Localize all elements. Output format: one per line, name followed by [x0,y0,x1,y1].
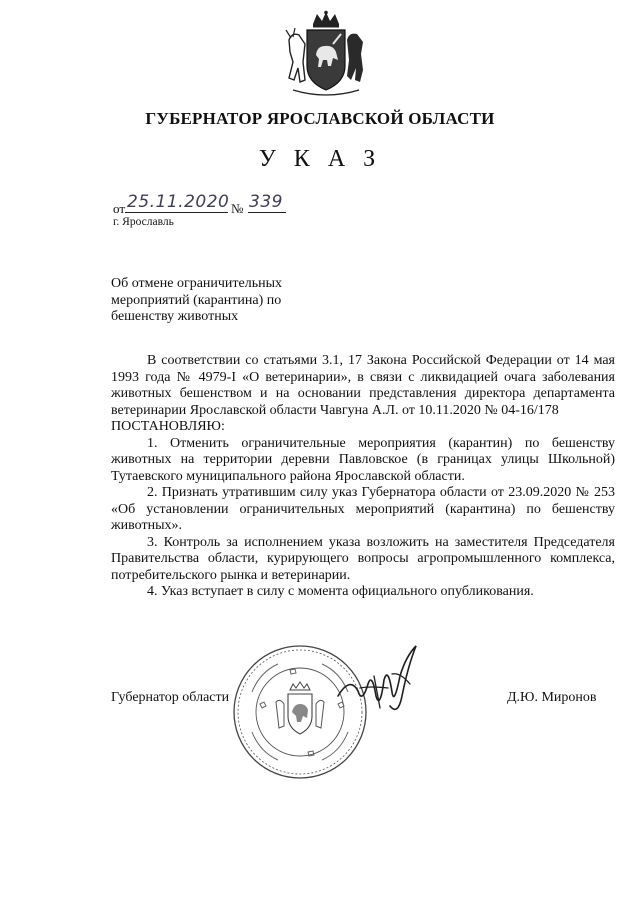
document-number: 339 [249,192,283,212]
handwritten-signature-icon [330,636,430,726]
document-body [111,353,615,601]
signatory-name: Д.Ю. Миронов [507,690,597,705]
date-underline [125,212,228,213]
date-prefix: от [113,201,126,216]
decree-item-3: 3. Контроль за исполнением указа возложить на заместителя Председателя Правительства области, курирующего вопросы агропромышленного комплекса, потребительского рынка и ветеринарии. [111,534,615,583]
document-date: 25.11.2020 [127,192,230,212]
signatory-title: Губернатор области [111,690,230,705]
decree-word: ПОСТАНОВЛЯЮ: [111,419,225,434]
decree-item-2: 2. Признать утратившим силу указ Губернатора области от 23.09.2020 № 253 «Об установлении ограничительных мероприятий (карантина) по бешенству животных». [111,485,615,533]
number-underline [248,212,286,213]
date-number-line [113,192,313,218]
subject-line: бешенству животных [111,309,239,324]
decree-item-1: 1. Отменить ограничительные мероприятия (карантин) по бешенству животных на территории деревни Павловское (в границах улицы Школьной) Тутаевского муниципального района Ярославской области. [111,435,615,484]
city: г. Ярославль [113,216,174,228]
document-subject [111,276,321,326]
decree-item-4: 4. Указ вступает в силу с момента официального опубликования. [147,584,534,599]
preamble-paragraph: В соответствии со статьями 3.1, 17 Закона Российской Федерации от 14 мая 1993 года № 4979-I «О ветеринарии», в связи с ликвидацией очага заболевания животных бешенством и на основании представления директора департамента ветеринарии Ярославской области Чавгуна А.Л. от 10.11.2020 № 04-16/178 [111,353,615,418]
issuer-title: ГУБЕРНАТОР ЯРОСЛАВСКОЙ ОБЛАСТИ [145,109,495,128]
subject-line: мероприятий (карантина) по [111,292,282,308]
number-prefix: № [231,201,244,216]
document-type: У К А З [258,146,382,172]
subject-line: Об отмене ограничительных [111,276,283,291]
coat-of-arms-icon [283,10,369,100]
